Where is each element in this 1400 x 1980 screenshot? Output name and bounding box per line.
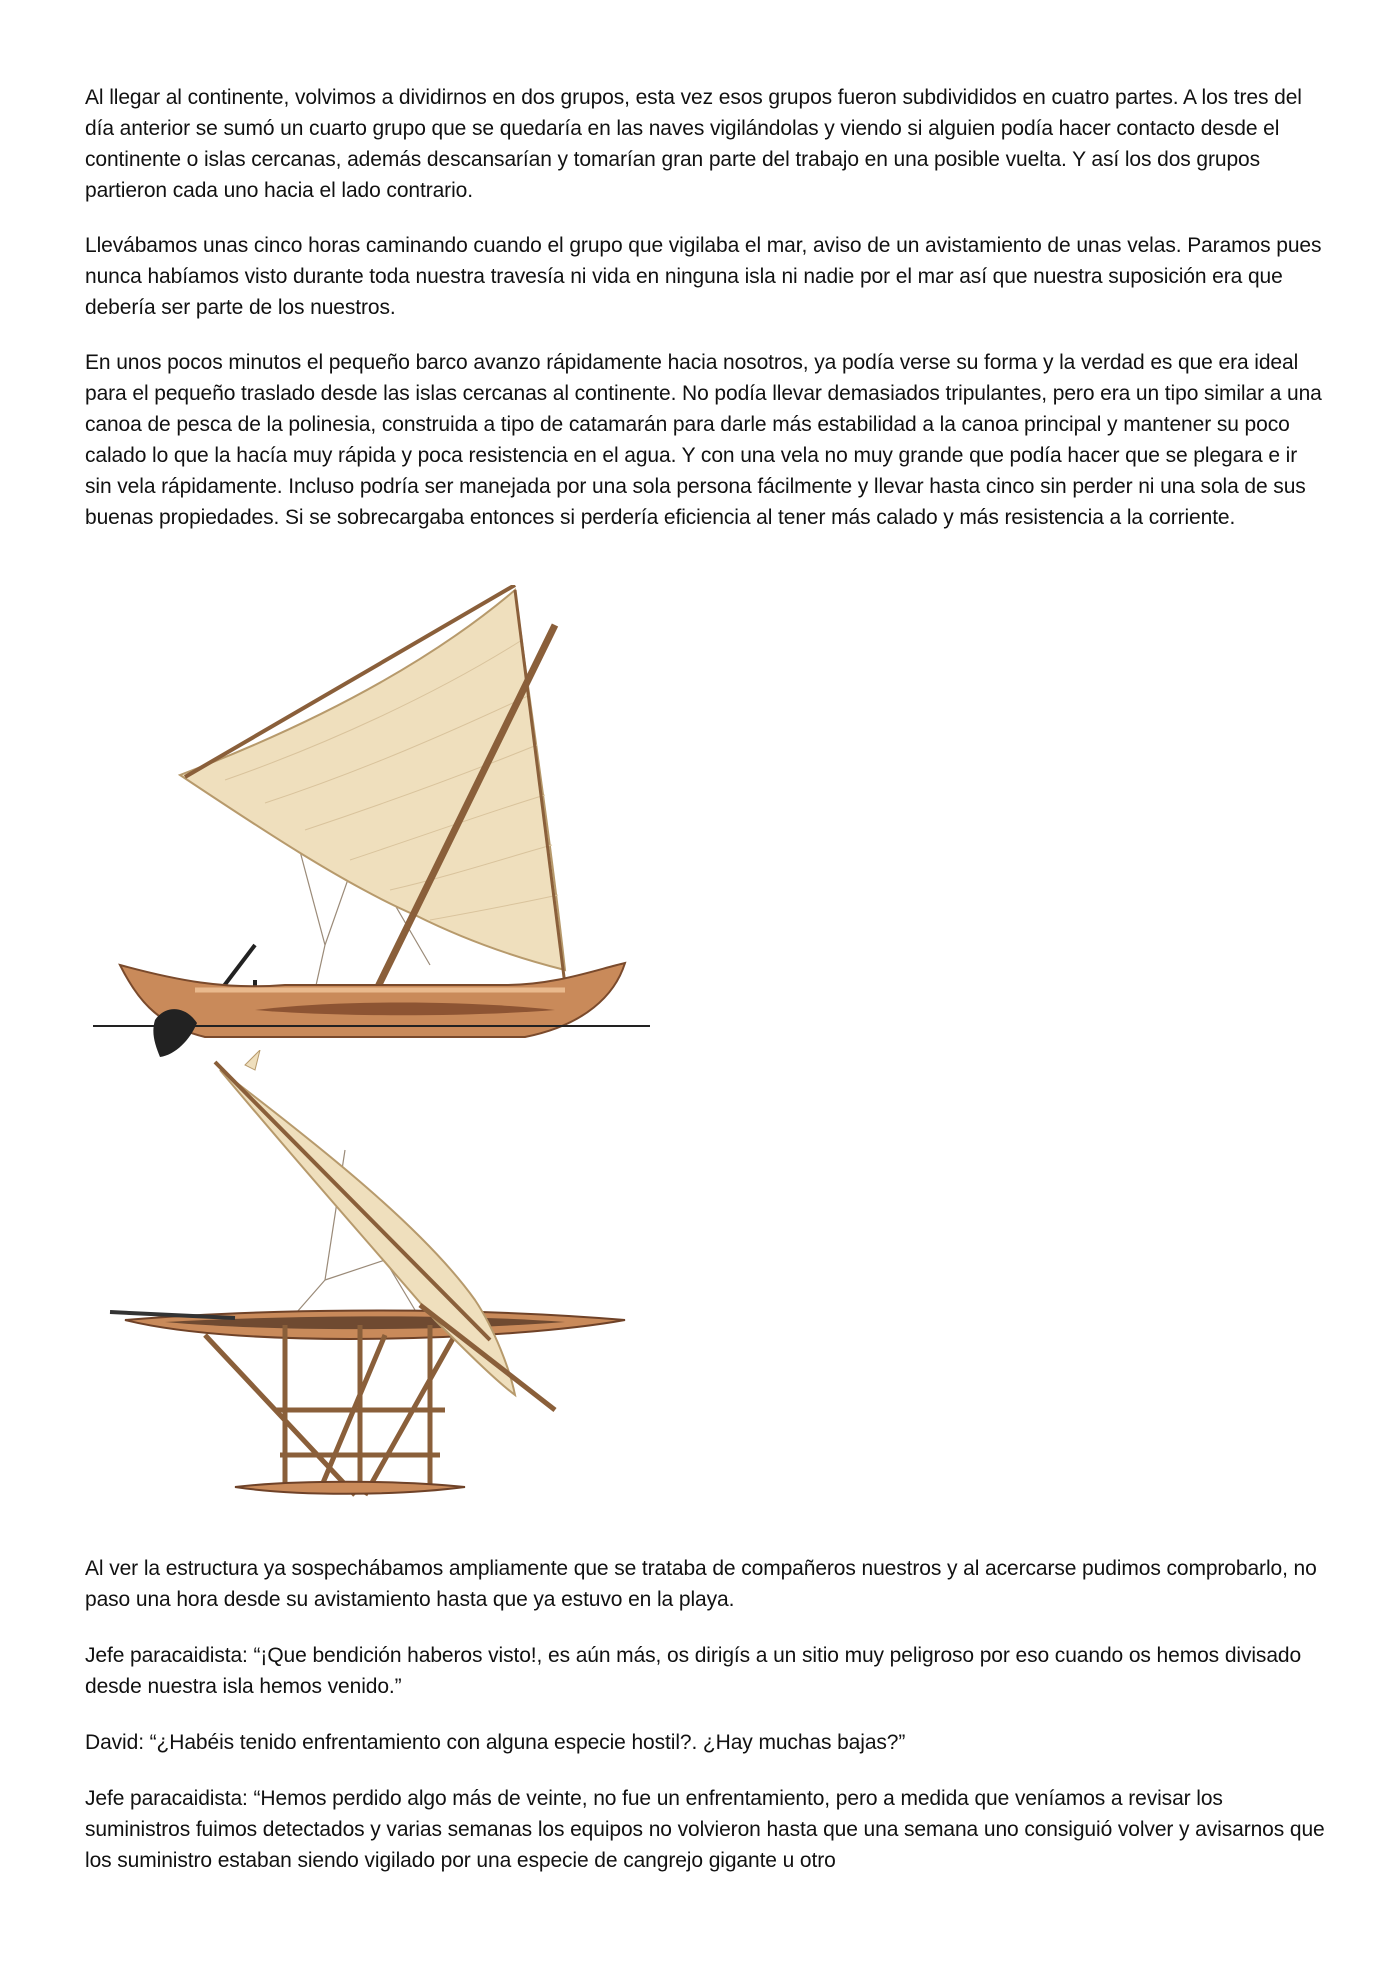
paragraph-5: Jefe paracaidista: “¡Que bendición haberos visto!, es aún más, os dirigís a un sitio muy peligroso por eso cuando os hemos divisado desde nuestra isla hemos venido.” — [85, 1644, 1302, 1698]
pennant-flag — [245, 1050, 260, 1070]
outrigger-canoe-top-view-illustration — [95, 1050, 655, 1520]
outrigger-canoe-side-view-illustration — [85, 585, 665, 1065]
paragraph-3: En unos pocos minutos el pequeño barco avanzo rápidamente hacia nosotros, ya podía verse su forma y la verdad es que era ideal para el pequeño traslado desde las islas cercanas al continente. No podía llevar demasiados tripulantes, pero era un tipo similar a una canoa de pesca de la polinesia, construida a tipo de catamarán para darle más estabilidad a la canoa principal y mantener su poco calado lo que la hacía muy rápida y poca resistencia en el agua. Y con una vela no muy grande que podía hacer que se plegara e ir sin vela rápidamente. Incluso podría ser manejada por una sola persona fácilmente y llevar hasta cinco sin perder ni una sola de sus buenas propiedades. Si se sobrecargaba entonces si perdería eficiencia al tener más calado y más resistencia a la corriente. — [85, 351, 1322, 529]
outrigger-float — [235, 1482, 465, 1494]
sail — [180, 590, 565, 970]
paragraph-2: Llevábamos unas cinco horas caminando cuando el grupo que vigilaba el mar, aviso de un avistamiento de unas velas. Paramos pues nunca habíamos visto durante toda nuestra travesía ni vida en ninguna isla ni nadie por el mar así que nuestra suposición era que debería ser parte de los nuestros. — [85, 234, 1322, 319]
paragraph-6: David: “¿Habéis tenido enfrentamiento con alguna especie hostil?. ¿Hay muchas bajas?” — [85, 1731, 906, 1754]
paragraph-7: Jefe paracaidista: “Hemos perdido algo más de veinte, no fue un enfrentamiento, pero a medida que veníamos a revisar los suministros fuimos detectados y varias semanas los equipos no volvieron hasta que una semana uno consiguió volver y avisarnos que los suministro estaban siendo vigilado por una especie de cangrejo gigante u otro — [85, 1787, 1325, 1872]
paragraph-1: Al llegar al continente, volvimos a dividirnos en dos grupos, esta vez esos grupos fueron subdivididos en cuatro partes. A los tres del día anterior se sumó un cuarto grupo que se quedaría en las naves vigilándolas y viendo si alguien podía hacer contacto desde el continente o islas cercanas, además descansarían y tomarían gran parte del trabajo en una posible vuelta. Y así los dos grupos partieron cada uno hacia el lado contrario. — [85, 86, 1302, 202]
outrigger-booms — [205, 1325, 455, 1495]
paragraph-4: Al ver la estructura ya sospechábamos ampliamente que se trataba de compañeros nuestros y al acercarse pudimos comprobarlo, no paso una hora desde su avistamiento hasta que ya estuvo en la playa. — [85, 1557, 1317, 1611]
top-yard — [215, 1062, 490, 1340]
